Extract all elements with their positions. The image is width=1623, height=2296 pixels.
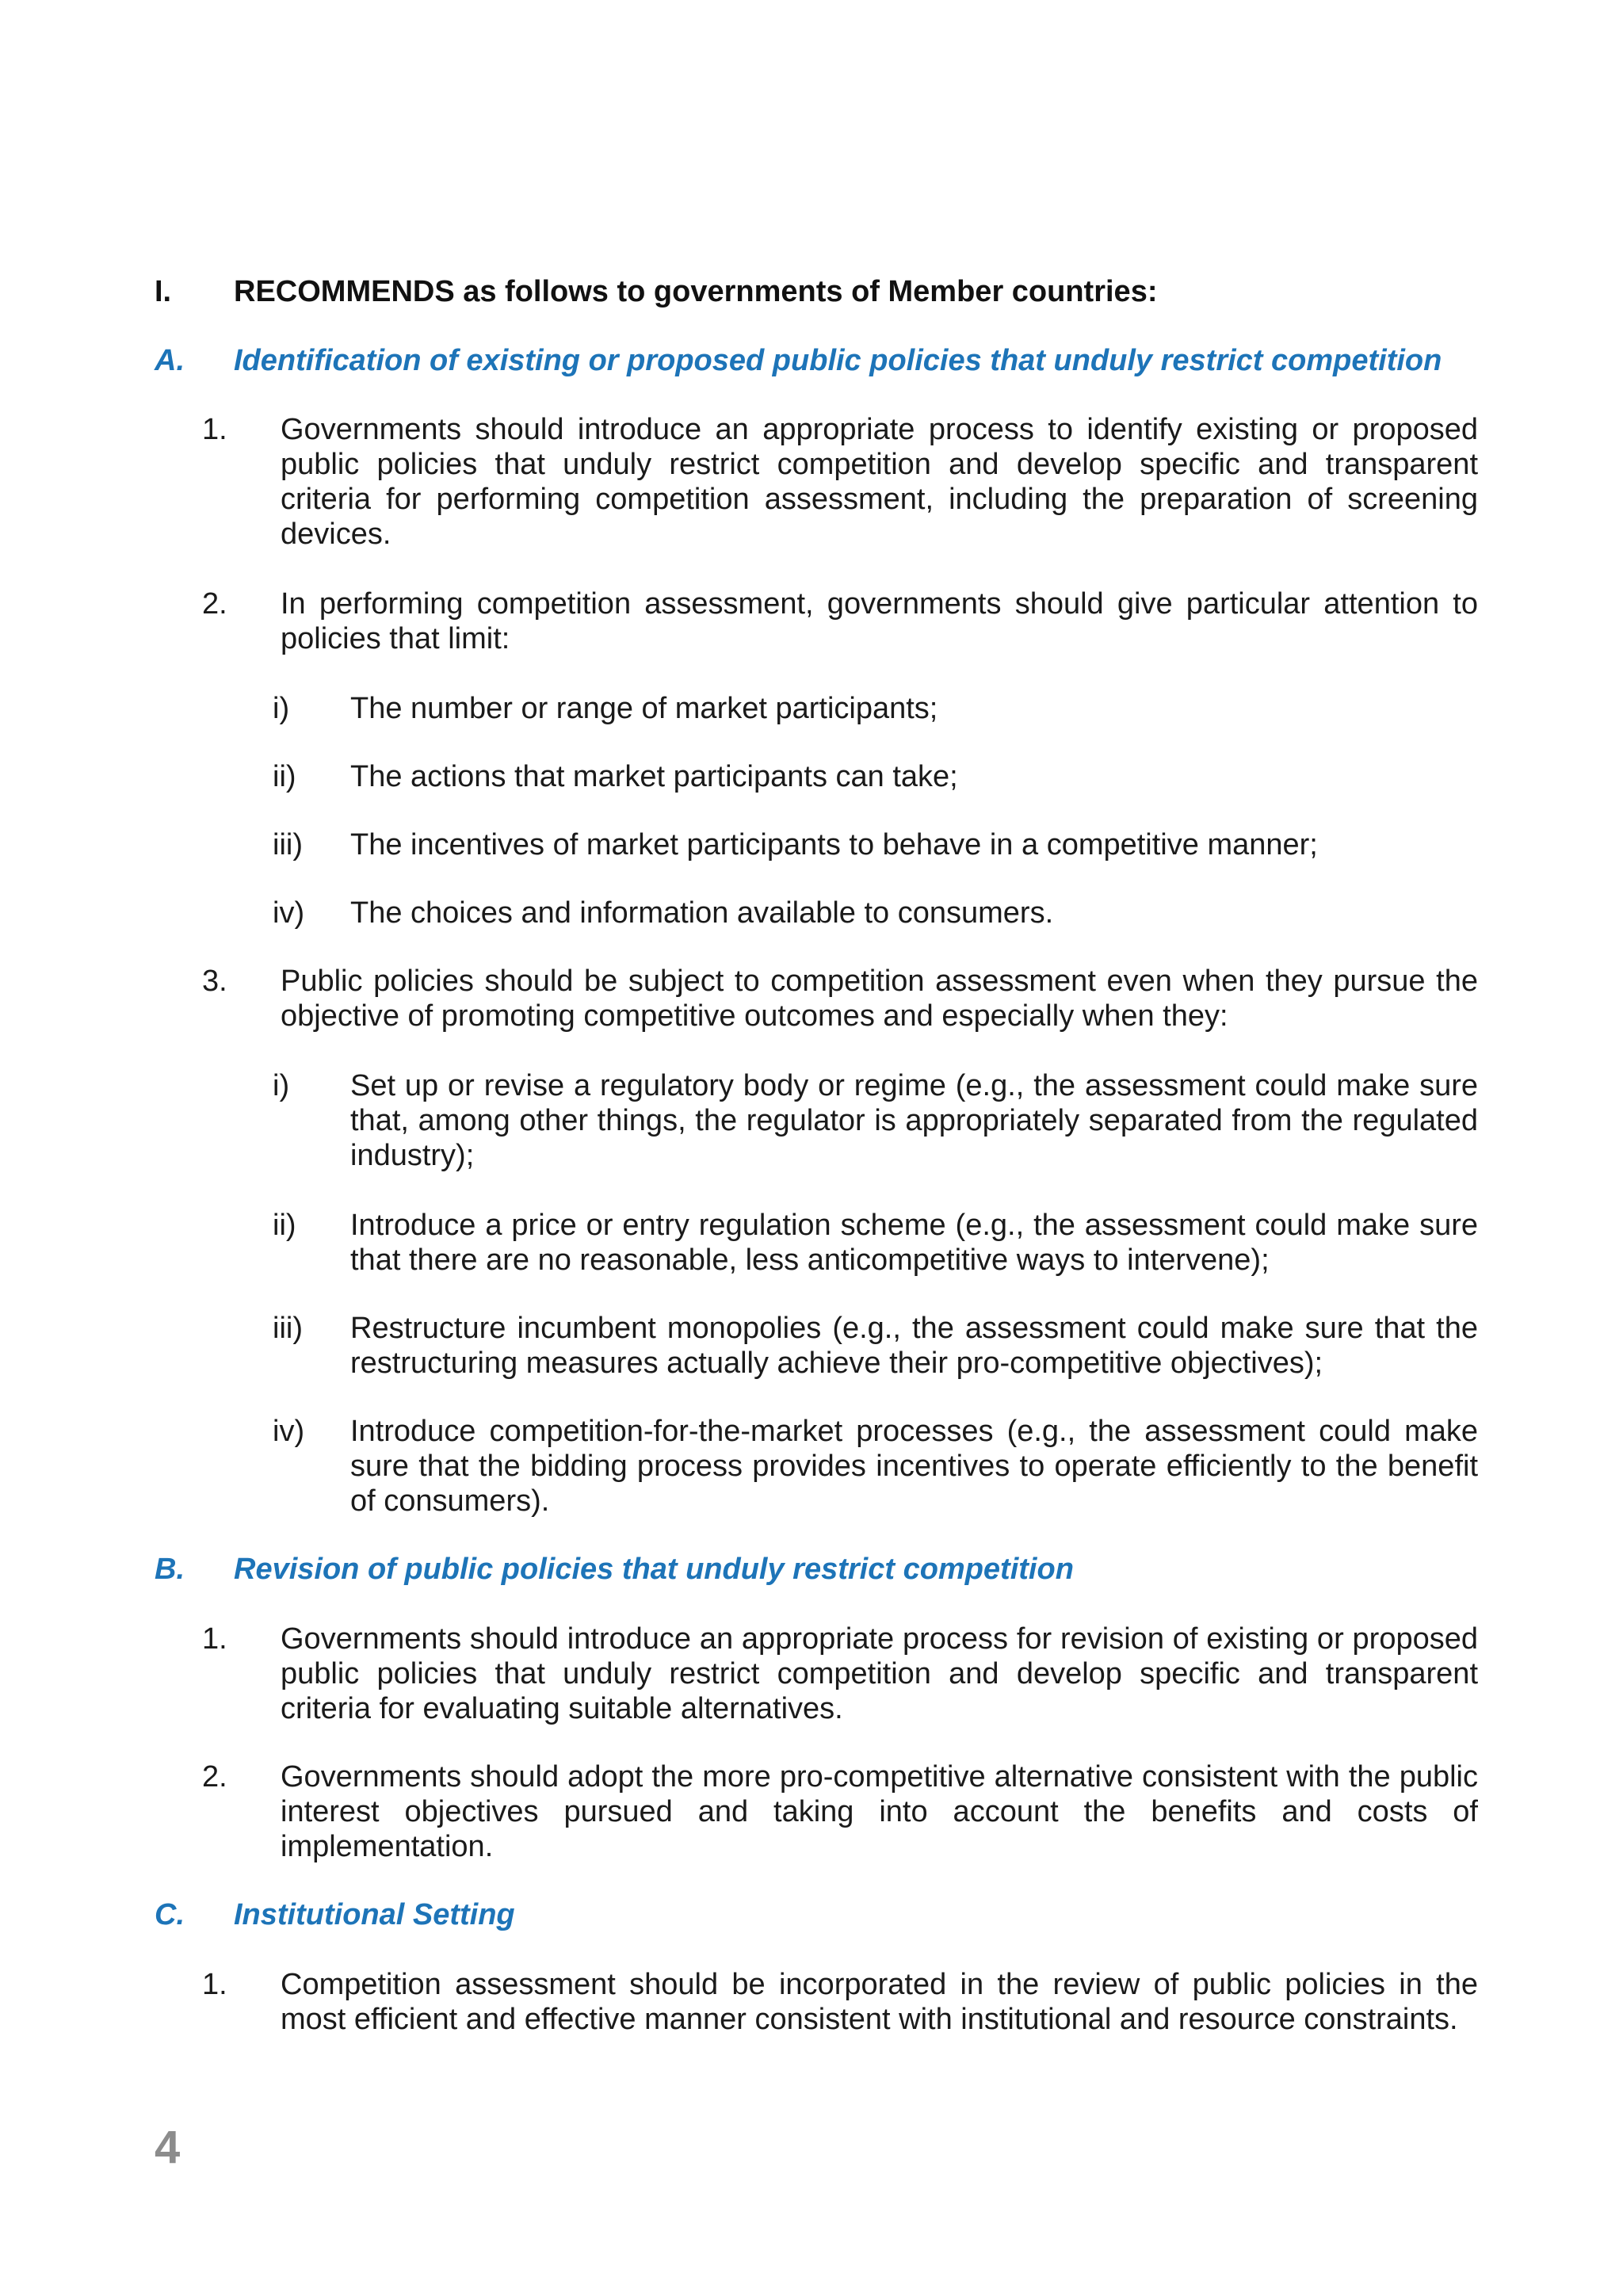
item-text: Competition assessment should be incorporated in the review of public policies in the most efficient and effective manner consistent with institutional and resource constraints. <box>281 1968 1478 2036</box>
section-b-title: Revision of public policies that unduly restrict competition <box>234 1553 1074 1586</box>
subitem-text: Set up or revise a regulatory body or regime (e.g., the assessment could make sure that, among other things, the regulator is appropriately separated from the regulated industry); <box>350 1069 1478 1172</box>
subitem-text: Introduce a price or entry regulation scheme (e.g., the assessment could make sure that there are no reasonable, less anticompetitive ways to intervene); <box>350 1209 1478 1277</box>
subitem-text: The number or range of market participants; <box>350 692 938 725</box>
subitem-number: iii) <box>273 1312 303 1345</box>
section-a-item-3-sub-i <box>273 1068 1478 1173</box>
item-number: 2. <box>202 587 227 621</box>
subitem-text: The choices and information available to consumers. <box>350 896 1054 930</box>
section-a-item-3-sub-ii <box>273 1208 1478 1278</box>
item-text: Governments should introduce an appropriate process to identify existing or proposed public policies that unduly restrict competition and develop specific and transparent criteria for performing competition assessment, including the preparation of screening devices. <box>281 413 1478 551</box>
item-number: 1. <box>202 1968 227 2001</box>
item-number: 1. <box>202 413 227 446</box>
item-number: 3. <box>202 965 227 998</box>
subitem-number: ii) <box>273 1209 296 1242</box>
section-a-item-2-sub-iii <box>273 827 1478 862</box>
section-a-item-2-sub-iv <box>273 896 1478 930</box>
main-heading <box>155 274 1486 309</box>
section-c-marker: C. <box>155 1898 185 1931</box>
section-a-marker: A. <box>155 344 185 377</box>
subitem-number: ii) <box>273 760 296 793</box>
section-a-item-1 <box>202 412 1478 552</box>
subitem-text: The actions that market participants can take; <box>350 760 958 793</box>
section-c-item-1 <box>202 1967 1478 2037</box>
section-b-item-2 <box>202 1759 1478 1864</box>
section-a-item-2-sub-i <box>273 691 1478 726</box>
section-b-marker: B. <box>155 1553 185 1586</box>
item-text: Public policies should be subject to competition assessment even when they pursue the objective of promoting competitive outcomes and especially when they: <box>281 965 1478 1033</box>
item-number: 1. <box>202 1622 227 1656</box>
section-c-title: Institutional Setting <box>234 1898 515 1931</box>
item-text: Governments should introduce an appropriate process for revision of existing or proposed public policies that unduly restrict competition and develop specific and transparent criteria for evaluating suitable alternatives. <box>281 1622 1478 1725</box>
section-a-item-2-sub-ii <box>273 759 1478 794</box>
subitem-number: iv) <box>273 896 305 930</box>
main-heading-text: RECOMMENDS as follows to governments of Member countries: <box>234 275 1158 308</box>
section-a-title: Identification of existing or proposed public policies that unduly restrict competition <box>234 344 1442 377</box>
subitem-text: Introduce competition-for-the-market processes (e.g., the assessment could make sure that the bidding process provides incentives to operate efficiently to the benefit of consumers). <box>350 1415 1478 1518</box>
subitem-number: i) <box>273 692 290 725</box>
item-number: 2. <box>202 1760 227 1794</box>
section-a-item-3-sub-iv <box>273 1414 1478 1519</box>
section-c-heading <box>155 1897 1502 1932</box>
subitem-text: The incentives of market participants to behave in a competitive manner; <box>350 828 1318 861</box>
section-a-item-2 <box>202 586 1478 656</box>
item-text: In performing competition assessment, governments should give particular attention to policies that limit: <box>281 587 1478 655</box>
subitem-number: iv) <box>273 1415 305 1448</box>
item-text: Governments should adopt the more pro-competitive alternative consistent with the public interest objectives pursued and taking into account the benefits and costs of implementation. <box>281 1760 1478 1863</box>
section-a-heading <box>155 343 1502 378</box>
subitem-number: i) <box>273 1069 290 1102</box>
section-b-heading <box>155 1552 1502 1587</box>
subitem-number: iii) <box>273 828 303 861</box>
section-a-item-3 <box>202 964 1478 1033</box>
section-b-item-1 <box>202 1622 1478 1726</box>
section-a-item-3-sub-iii <box>273 1311 1478 1381</box>
page-number: 4 <box>155 2122 181 2173</box>
main-heading-marker: I. <box>155 275 172 308</box>
subitem-text: Restructure incumbent monopolies (e.g., the assessment could make sure that the restructuring measures actually achieve their pro-competitive objectives); <box>350 1312 1478 1380</box>
